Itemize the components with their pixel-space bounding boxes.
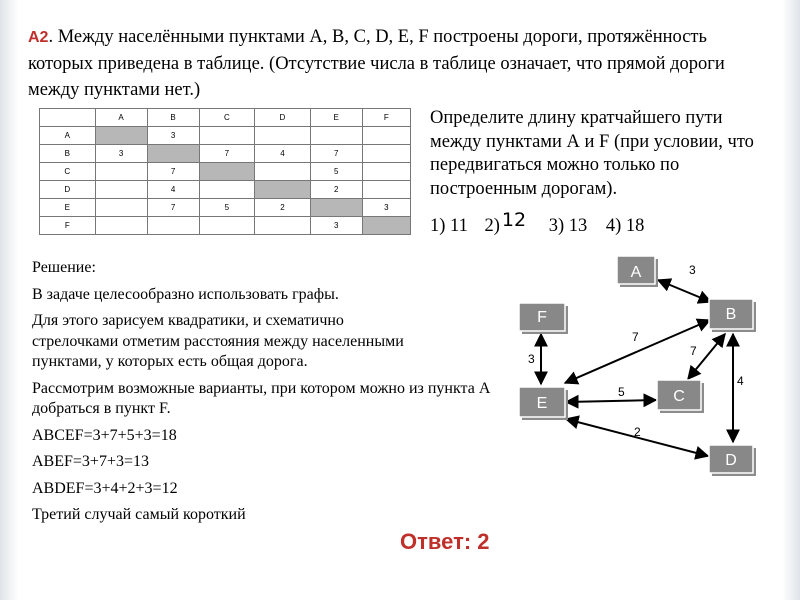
edge-a-b [658, 280, 711, 302]
table-cell: 4 [147, 181, 199, 199]
table-row-label: D [40, 181, 96, 199]
table-cell: 3 [147, 127, 199, 145]
node-b [709, 299, 756, 332]
edge-weight-b-d: 4 [737, 374, 744, 388]
table-cell: 5 [199, 199, 255, 217]
node-c [657, 380, 704, 413]
path-calculation-2: ABEF=3+7+3=13 [32, 453, 149, 470]
table-cell: 5 [310, 163, 362, 181]
table-cell: 7 [147, 199, 199, 217]
answer-option-3: 3) 13 [548, 216, 588, 236]
solution-paragraph: В задаче целесообразно использовать графы. [32, 285, 339, 303]
answer-option-2: 2) [484, 216, 500, 236]
table-cell: 2 [310, 181, 362, 199]
solution-paragraph: Рассмотрим возможные варианты, при котором можно из пункта А добраться в пункт F. [32, 379, 491, 417]
node-d [709, 445, 756, 476]
edge-weight-f-e: 3 [528, 352, 535, 366]
node-label: D [725, 452, 737, 469]
edge-weight-e-d: 2 [634, 425, 641, 439]
question-text: Определите длину кратчайшего пути между пунктами А и F (при условии, что передвигаться можно только по построенным дорогам). [430, 108, 754, 199]
handwritten-answer: 12 [501, 209, 527, 231]
solution-conclusion: Третий случай самый короткий [32, 506, 246, 523]
edge-weight-e-c: 5 [618, 385, 625, 399]
table-row-label: A [40, 127, 96, 145]
table-row-label: E [40, 199, 96, 217]
answer-option-4: 4) 18 [605, 216, 645, 236]
table-cell: 3 [310, 217, 362, 235]
node-f [519, 303, 568, 334]
node-label: B [725, 306, 737, 323]
table-header-cell: F [362, 109, 410, 127]
table-cell: 4 [255, 145, 311, 163]
table-cell: 7 [199, 145, 255, 163]
table-cell: 2 [255, 199, 311, 217]
table-cell: 3 [95, 145, 147, 163]
answer-option-1: 1) 11 [430, 216, 468, 236]
table-header-cell: C [199, 109, 255, 127]
table-row-label: B [40, 145, 96, 163]
table-row-label: F [40, 217, 96, 235]
node-a [617, 256, 658, 287]
table-cell: 7 [310, 145, 362, 163]
table-header-cell: A [95, 109, 147, 127]
node-label: F [537, 309, 547, 326]
table-header-cell: B [147, 109, 199, 127]
table-header-cell: D [255, 109, 311, 127]
table-row-label: C [40, 163, 96, 181]
edge-weight-b-c: 7 [690, 344, 697, 358]
edge-e-c [566, 400, 656, 402]
edge-weight-e-b: 7 [632, 330, 639, 344]
path-calculation-1: ABCEF=3+7+5+3=18 [32, 426, 177, 444]
task-text: . Между населёнными пунктами A, B, C, D, E, F построены дороги, протяжённость которых приведена в таблице. (Отсутствие числа в таблице означает, что прямой дороги между пунктами нет.) [28, 27, 725, 100]
final-answer: Ответ: 2 [400, 529, 490, 554]
edge-weight-a-b: 3 [689, 263, 696, 277]
path-calculation-3: ABDEF=3+4+2+3=12 [32, 479, 178, 497]
node-label: C [673, 388, 685, 405]
node-label: A [630, 264, 642, 281]
table-header-cell: E [310, 109, 362, 127]
task-number: A2 [28, 29, 49, 46]
table-cell: 7 [147, 163, 199, 181]
solution-heading: Решение: [32, 259, 96, 276]
table-cell: 3 [362, 199, 410, 217]
node-label: E [536, 395, 548, 412]
solution-paragraph: Для этого зарисуем квадратики, и схематично стрелочками отметим расстояния между населенными пунктами, у которых есть общая дорога. [32, 312, 404, 370]
node-e [519, 387, 568, 420]
